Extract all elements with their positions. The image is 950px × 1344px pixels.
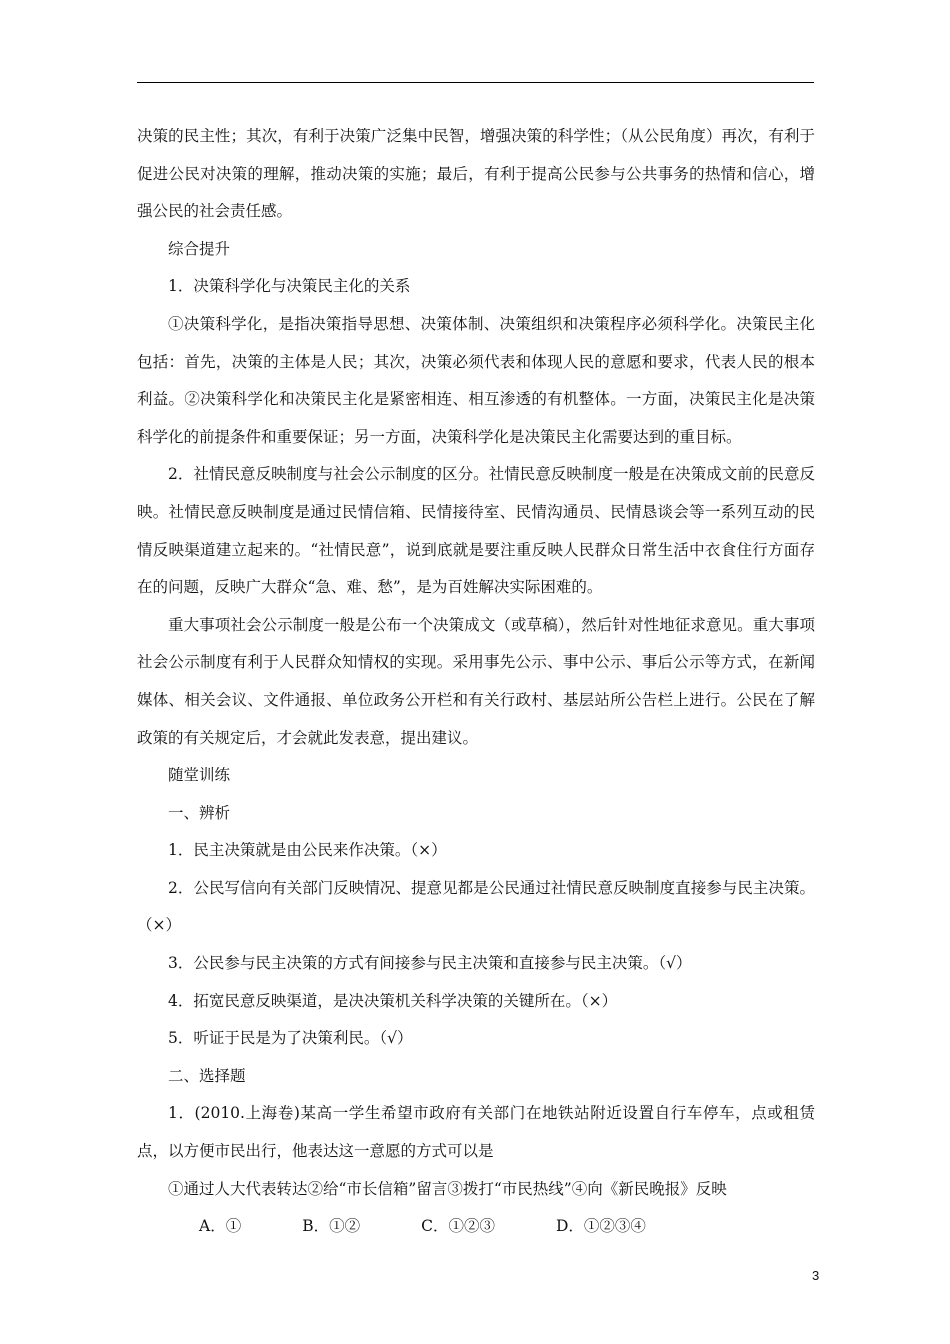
- header-rule: [137, 82, 814, 83]
- option-d: D．①②③④: [555, 1217, 646, 1236]
- question-statements: ①通过人大代表转达②给“市长信箱”留言③拨打“市民热线”④向《新民晚报》反映: [168, 1179, 727, 1198]
- section-heading-comprehensive: 综合提升: [168, 239, 231, 258]
- question-item: 5．听证于民是为了决策利民。（√）: [168, 1029, 413, 1048]
- document-body: [137, 118, 815, 1246]
- paragraph: ①决策科学化，是指决策指导思想、决策体制、决策组织和决策程序必须科学化。决策民主化包括：首先，决策的主体是人民；其次，决策必须代表和体现人民的意愿和要求，代表人民的根本利益。②决策科学化和决策民主化是紧密相连、相互渗透的有机整体。一方面，决策民主化是决策科学化的前提条件和重要保证；另一方面，决策科学化是决策民主化需要达到的重目标。: [137, 314, 815, 446]
- answer-options: [137, 1208, 815, 1246]
- item-heading: 1．决策科学化与决策民主化的关系: [168, 277, 411, 296]
- paragraph: 决策的民主性；其次，有利于决策广泛集中民智，增强决策的科学性；（从公民角度）再次，有利于促进公民对决策的理解，推动决策的实施；最后，有利于提高公民参与公共事务的热情和信心，增强公民的社会责任感。: [137, 127, 815, 221]
- option-b: B．①②: [302, 1217, 361, 1236]
- paragraph: 重大事项社会公示制度一般是公布一个决策成文（或草稿），然后针对性地征求意见。重大事项社会公示制度有利于人民群众知情权的实现。采用事先公示、事中公示、事后公示等方式，在新闻媒体、相关会议、文件通报、单位政务公开栏和有关行政村、基层站所公告栏上进行。公民在了解政策的有关规定后，才会就此发表意，提出建议。: [137, 615, 815, 747]
- question-item: 3．公民参与民主决策的方式有间接参与民主决策和直接参与民主决策。（√）: [168, 954, 692, 973]
- question-item: 1．(2010.上海卷)某高一学生希望市政府有关部门在地铁站附近设置自行车停车，点或租赁点，以方便市民出行，他表达这一意愿的方式可以是: [137, 1104, 815, 1161]
- option-a: A．①: [199, 1217, 242, 1236]
- subsection-heading: 二、选择题: [168, 1066, 246, 1085]
- question-item: 4．拓宽民意反映渠道，是决决策机关科学决策的关键所在。（×）: [168, 991, 618, 1010]
- question-item: 2．公民写信向有关部门反映情况、提意见都是公民通过社情民意反映制度直接参与民主决策。（×）: [137, 878, 815, 935]
- paragraph: 2．社情民意反映制度与社会公示制度的区分。社情民意反映制度一般是在决策成文前的民意反映。社情民意反映制度是通过民情信箱、民情接待室、民情沟通员、民情恳谈会等一系列互动的民情反映渠道建立起来的。“社情民意”，说到底就是要注重反映人民群众日常生活中衣食住行方面存在的问题，反映广大群众“急、难、愁”，是为百姓解决实际困难的。: [137, 465, 815, 597]
- page-number: 3: [812, 1268, 820, 1283]
- question-item: 1．民主决策就是由公民来作决策。（×）: [168, 841, 447, 860]
- section-heading-practice: 随堂训练: [168, 766, 231, 785]
- option-c: C．①②③: [421, 1217, 495, 1236]
- subsection-heading: 一、辨析: [168, 803, 231, 822]
